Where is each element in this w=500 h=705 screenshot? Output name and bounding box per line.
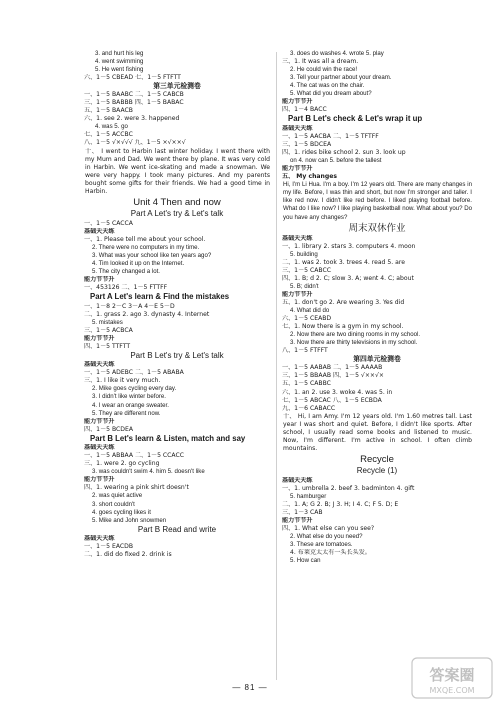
right-column-line: 基础天天练 — [282, 124, 313, 132]
left-column-line: 一、453126 二、1－5 FTTFF — [84, 283, 168, 291]
left-column-line: Part A Let's learn & Find the mistakes — [90, 292, 230, 301]
right-column-line: 5. What did you dream about? — [290, 90, 372, 98]
left-column-line: 三、1－5 BABBB 四、1－5 BABAC — [84, 99, 184, 107]
left-column-line: 能力节节升 — [84, 417, 115, 425]
left-column-line: 3. short couldn't — [92, 500, 135, 508]
left-column-line: Part B Let's learn & Listen, match and say — [90, 433, 246, 443]
left-column-line: 一、1. Please tell me about your school. — [84, 235, 206, 243]
right-column-line: 一、1－5 AABAB 二、1－5 AAAAB — [282, 364, 383, 372]
right-column-line: 2. What else do you need? — [290, 532, 363, 540]
left-column-line: 三、1. were 2. go cycling — [84, 460, 160, 468]
left-column-line: 一、1－5 BAABC 二、1－5 CABCB — [84, 91, 184, 99]
right-column-line: 2. Now there are two dining rooms in my school. — [290, 331, 421, 339]
right-column-line: 五、 My changes — [282, 173, 337, 181]
right-column-line: 三、1－5 CABCC — [282, 266, 331, 274]
left-column-line: 3. and hurt his leg — [95, 50, 144, 57]
left-column-line: 能力节节升 — [84, 334, 115, 342]
left-column-line: 十、 I went to Harbin last winter holiday. I went there with my Mum and Dad. We went there by plane. It was very cold in Harbin. We went ice-skating and made a snowman. We were very happy. I took many pictures. And my parents bought some gifts for their friends. We had a good time in Harbin. — [85, 147, 270, 195]
left-column — [84, 50, 270, 674]
left-column-line: 一、1－5 CACCA — [84, 219, 133, 227]
right-column-line: 六、1. an 2. use 3. woke 4. was 5. in — [282, 388, 393, 396]
right-column-line: 能力节节升 — [282, 165, 313, 173]
left-column-line: 2. There were no computers in my time. — [92, 243, 200, 251]
left-column-line: 四、1－5 TTFTT — [84, 342, 131, 350]
right-column-line: 5. building — [290, 250, 318, 258]
right-column-line: 一、1. umbrella 2. beef 3. badminton 4. gift — [282, 484, 415, 492]
right-column-line: 七、1. Now there is a gym in my school. — [282, 323, 404, 331]
right-column-line: 3. These are tomatoes. — [290, 541, 353, 548]
right-column-line: 第四单元检测卷 — [353, 355, 401, 364]
right-column-line: 三、1－5 BDCEA — [282, 140, 332, 148]
right-column-line: 五、1. don't go 2. Are wearing 3. Yes did — [282, 299, 405, 307]
right-column-line: on 4. now can 5. before the tallest — [290, 157, 382, 165]
right-column-line: 三、1－3 CAB — [282, 508, 323, 516]
right-column — [282, 50, 472, 674]
left-column-line: 2. Mike goes cycling every day. — [92, 385, 177, 393]
left-column-line: 4. was 5. go — [95, 123, 128, 131]
left-column-line: 4. went swimming — [95, 58, 144, 66]
right-column-line: Part B Let's check & Let's wrap it up — [288, 114, 423, 124]
left-column-line: Unit 4 Then and now — [133, 197, 221, 209]
column-divider — [276, 52, 277, 680]
left-column-line: 基础天天练 — [84, 444, 115, 452]
left-column-line: 基础天天练 — [84, 227, 115, 235]
right-column-line: 3. does do washes 4. wrote 5. play — [290, 50, 384, 57]
watermark-stamp-icon — [410, 656, 494, 700]
right-column-line: 三、1. It was all a dream. — [282, 58, 359, 66]
left-column-line: 3. was couldn't swim 4. him 5. doesn't like — [92, 468, 205, 476]
right-column-line: 十、 Hi, I am Amy. I'm 12 years old. I'm 1.60 metres tall. Last year I was short and quiet. Before, I didn't like sports. After school, I usually read some books and listened to music. Now, I'm different. I'm active in school. I often climb mountains. — [283, 412, 472, 453]
right-column-line: 能力节节升 — [282, 291, 313, 298]
right-column-line: 周末双休作业 — [348, 222, 406, 234]
left-column-line: 七、1－5 ACCBC — [84, 131, 133, 139]
right-column-line: 二、1. A; G 2. B; J 3. H; I 4. C; F 5. D; E — [282, 500, 399, 508]
left-column-line: 一、1－5 ADEBC 二、1－5 ABABA — [84, 369, 184, 377]
right-column-line: 七、1－5 ABCAC 八、1－5 ECBDA — [282, 396, 382, 404]
left-column-line: Part A Let's try & Let's talk — [130, 209, 224, 219]
right-column-line: 5. hamburger — [290, 492, 327, 500]
left-column-line: 第三单元检测卷 — [153, 82, 201, 91]
left-column-line: 一、1－5 ABBAA 二、1－5 CCACC — [84, 452, 184, 460]
right-column-line: 三、1－5 BBAAB 四、1－5 √××√× — [282, 372, 385, 380]
right-column-line: 基础天天练 — [282, 234, 313, 242]
right-column-line: 六、1－5 CEABD — [282, 315, 332, 323]
left-column-line: Part B Let's try & Let's talk — [130, 350, 224, 360]
right-column-line: 3. Tell your partner about your dream. — [290, 74, 392, 82]
left-column-line: 4. Tim looked it up on the Internet. — [92, 259, 185, 267]
left-column-line: 5. mistakes — [92, 318, 123, 326]
left-column-line: 四、1. wearing a pink shirt doesn't — [84, 484, 189, 492]
right-column-line: 八、1－5 FTFFT — [282, 347, 328, 355]
left-column-line: 一、1－5 EACDB — [84, 543, 134, 551]
right-column-line: Recycle (1) — [356, 466, 398, 476]
right-column-line: 四、1. What else can you see? — [282, 524, 375, 532]
right-column-line: 能力节节升 — [282, 516, 313, 524]
right-column-line: 一、1－5 AACBA 二、1－5 TFTFF — [282, 132, 379, 140]
page-number: — 81 — — [232, 683, 268, 692]
left-column-line: 六、1. see 2. were 3. happened — [84, 115, 180, 123]
left-column-line: 基础天天练 — [84, 535, 115, 543]
left-column-line: 六、1－5 CBEAD 七、1－5 FTFTT — [84, 74, 181, 82]
left-column-line: 三、1. I like it very much. — [84, 377, 161, 385]
left-column-line: 4. I wear an orange sweater. — [92, 401, 169, 409]
left-column-line: 三、1－5 ACBCA — [84, 326, 133, 334]
right-column-line: 二、1. was 2. took 3. trees 4. read 5. are — [282, 258, 405, 266]
left-column-line: 一、1－8 2－C 3－A 4－E 5－D — [84, 302, 175, 310]
right-column-line: 五、1－5 CABBC — [282, 380, 331, 388]
right-column-line: 四、1. B; d 2. C; slow 3. A; went 4. C; about — [282, 274, 414, 282]
left-column-line: 5. They are different now. — [92, 409, 161, 417]
watermark-url: MXQE.COM — [429, 686, 475, 695]
right-column-line: 5. How can — [290, 557, 321, 565]
left-column-line: 能力节节升 — [84, 476, 115, 484]
left-column-line: 4. goes cycling likes it — [92, 508, 151, 516]
right-column-line: 4. What did do — [290, 307, 330, 315]
left-column-line: 五、1－5 BAACB — [84, 107, 133, 115]
right-column-line: 基础天天练 — [282, 476, 313, 484]
right-column-line: 4. 布莱克太太有一头长头发。 — [290, 549, 371, 557]
left-column-line: 二、1. grass 2. ago 3. dynasty 4. Internet — [84, 310, 210, 318]
left-column-line: 3. What was your school like ten years ago? — [92, 251, 212, 259]
right-column-line: 四、1. rides bike school 2. sun 3. look up — [282, 149, 406, 157]
left-column-line: 基础天天练 — [84, 361, 115, 369]
left-column-line: 二、1. did do fixed 2. drink is — [84, 551, 172, 559]
right-column-line: Hi, I'm Li Hua. I'm a boy. I'm 12 years old. There are many changes in my life. Before, I was thin and short, but now I'm stronger and taller. I like red now. I didn't like red before. I liked playing football before. What do I like now? I like playing basketball now. What about you? Do you have any changes? — [283, 181, 472, 221]
right-column-line: 3. Now there are thirty televisions in my school. — [290, 339, 418, 347]
left-column-line: 5. The city changed a lot. — [92, 267, 160, 275]
right-column-line: 四、1－4 BACC — [282, 106, 327, 114]
watermark-title: 答案圈 — [429, 666, 475, 684]
right-column-line: 4. The cat was on the chair. — [290, 82, 365, 90]
left-column-line: 2. was quiet active — [92, 492, 143, 500]
left-column-line: 四、1－5 BCDEA — [84, 425, 134, 433]
right-column-line: 5. B; didn't — [290, 282, 319, 290]
right-column-line: 一、1. library 2. stars 3. computers 4. moon — [282, 242, 416, 250]
left-column-line: 5. He went fishing — [95, 66, 144, 74]
left-column-line: 能力节节升 — [84, 275, 115, 283]
right-column-line: 2. He could win the race! — [290, 66, 358, 74]
right-column-line: 能力节节升 — [282, 98, 313, 106]
right-column-line: Recycle — [360, 454, 394, 466]
watermark-logo — [410, 656, 494, 700]
right-column-line: 九、1－6 CABACC — [282, 404, 336, 412]
left-column-line: Part B Read and write — [137, 524, 217, 534]
left-column-line: 八、1－5 √×√√√ 九、1－5 ×√××√ — [84, 139, 186, 147]
left-column-line: 5. Mike and John snowmen — [92, 516, 167, 524]
left-column-line: 3. I didn't like winter before. — [92, 393, 166, 401]
